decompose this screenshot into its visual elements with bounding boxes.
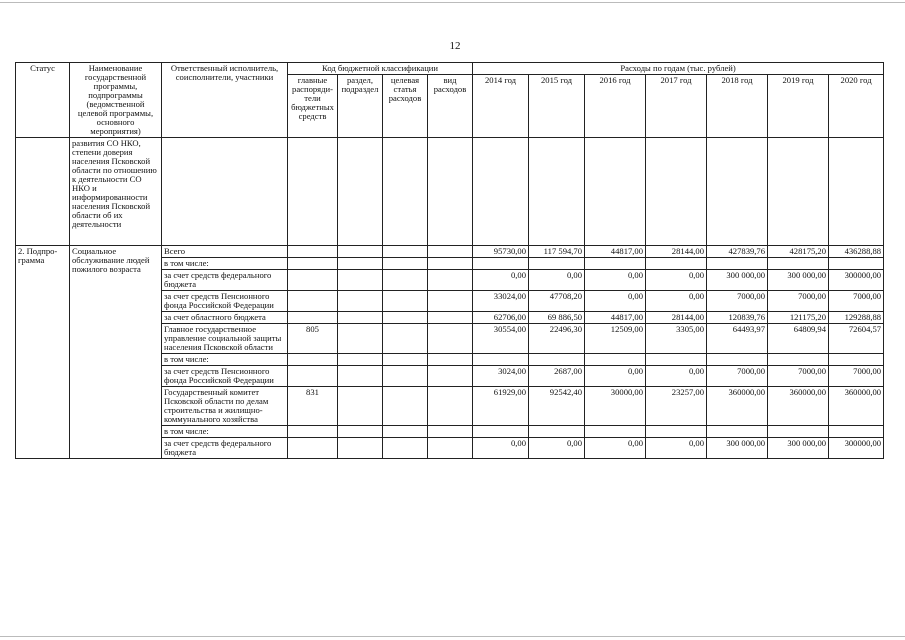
cell-value: 0,00 — [646, 270, 707, 291]
cell-value — [829, 258, 884, 270]
cell-value: 7000,00 — [768, 366, 829, 387]
cell-value: 72604,57 — [829, 324, 884, 354]
header-status: Статус — [16, 63, 70, 138]
header-budget-code: Код бюджетной классификации — [288, 63, 473, 75]
table-row — [16, 246, 884, 258]
cell-value — [529, 426, 585, 438]
header-name: Наименование государственной программы, подпрограммы (ведомственной целевой программы, основного мероприятия) — [70, 63, 162, 138]
row-label: в том числе: — [162, 354, 288, 366]
row-grbs — [288, 438, 338, 459]
row-grbs — [288, 291, 338, 312]
header-responsible: Ответственный исполнитель, соисполнители, участники — [162, 63, 288, 138]
cell-value: 62706,00 — [473, 312, 529, 324]
cell-value: 47708,20 — [529, 291, 585, 312]
budget-table — [15, 62, 884, 459]
cell-value — [529, 258, 585, 270]
cell-value — [585, 258, 646, 270]
header-expense-type: вид расходов — [428, 75, 473, 138]
row-grbs: 805 — [288, 324, 338, 354]
subprogram-status: 2. Подпро-грамма — [16, 246, 70, 459]
cell-value: 28144,00 — [646, 246, 707, 258]
row-grbs — [288, 366, 338, 387]
cell-value: 0,00 — [585, 291, 646, 312]
row-grbs — [288, 270, 338, 291]
cell-value: 61929,00 — [473, 387, 529, 426]
cell-value: 300000,00 — [829, 438, 884, 459]
cell-value — [829, 426, 884, 438]
cell-value: 0,00 — [529, 438, 585, 459]
row-label: за счет средств Пенсионного фонда Российской Федерации — [162, 291, 288, 312]
row-label: за счет областного бюджета — [162, 312, 288, 324]
cell-value: 428175,20 — [768, 246, 829, 258]
cell-value: 2687,00 — [529, 366, 585, 387]
cell-value: 23257,00 — [646, 387, 707, 426]
row-grbs — [288, 312, 338, 324]
cell-value: 44817,00 — [585, 246, 646, 258]
cell-value: 0,00 — [473, 438, 529, 459]
cell-value: 64809,94 — [768, 324, 829, 354]
header-year: 2016 год — [585, 75, 646, 138]
row-label: Государственный комитет Псковской области по делам строительства и жилищно-коммунального хозяйства — [162, 387, 288, 426]
cell-value — [473, 426, 529, 438]
cell-value — [646, 426, 707, 438]
cell-value — [473, 354, 529, 366]
cell-value: 427839,76 — [707, 246, 768, 258]
header-section: раздел, подраздел — [338, 75, 383, 138]
cell-value: 7000,00 — [768, 291, 829, 312]
row-label: Главное государственное управление социальной защиты населения Псковской области — [162, 324, 288, 354]
page-number: 12 — [449, 40, 461, 52]
cell-value: 7000,00 — [829, 291, 884, 312]
cell-value: 12509,00 — [585, 324, 646, 354]
cell-value: 0,00 — [646, 366, 707, 387]
cell-value: 0,00 — [585, 438, 646, 459]
cell-value: 3305,00 — [646, 324, 707, 354]
cell-value — [768, 426, 829, 438]
header-year: 2018 год — [707, 75, 768, 138]
cell-value: 30554,00 — [473, 324, 529, 354]
header-year: 2014 год — [473, 75, 529, 138]
cell-value: 0,00 — [529, 270, 585, 291]
header-year: 2017 год — [646, 75, 707, 138]
header-grbs: главные распоряди-тели бюджетных средств — [288, 75, 338, 138]
cell-value: 129288,88 — [829, 312, 884, 324]
cell-value: 117 594,70 — [529, 246, 585, 258]
cell-value — [768, 258, 829, 270]
cell-value: 300 000,00 — [707, 438, 768, 459]
cell-value — [585, 426, 646, 438]
cell-value: 7000,00 — [707, 291, 768, 312]
cell-value: 360000,00 — [829, 387, 884, 426]
cell-value: 95730,00 — [473, 246, 529, 258]
cell-value — [529, 354, 585, 366]
cell-value — [768, 354, 829, 366]
cell-value: 0,00 — [585, 270, 646, 291]
cell-value: 28144,00 — [646, 312, 707, 324]
scan-edge-bottom — [0, 636, 905, 637]
cell-value: 0,00 — [646, 438, 707, 459]
continuation-row — [16, 138, 884, 246]
scan-edge-top — [0, 2, 905, 3]
header-target: целевая статья расходов — [383, 75, 428, 138]
cell-value: 0,00 — [646, 291, 707, 312]
cell-value: 7000,00 — [707, 366, 768, 387]
row-label: Всего — [162, 246, 288, 258]
cell-value — [646, 354, 707, 366]
row-label: за счет средств федерального бюджета — [162, 438, 288, 459]
cell-value: 360000,00 — [768, 387, 829, 426]
cell-value: 22496,30 — [529, 324, 585, 354]
cell-value: 3024,00 — [473, 366, 529, 387]
cell-value: 64493,97 — [707, 324, 768, 354]
row-label: в том числе: — [162, 258, 288, 270]
row-label: за счет средств федерального бюджета — [162, 270, 288, 291]
header-year: 2020 год — [829, 75, 884, 138]
cell-value: 300 000,00 — [768, 438, 829, 459]
subprogram-name: Социальное обслуживание людей пожилого возраста — [70, 246, 162, 459]
cell-value: 300 000,00 — [768, 270, 829, 291]
cell-value: 360000,00 — [707, 387, 768, 426]
continuation-name: развития СО НКО, степени доверия населения Псковской области по отношению к деятельности СО НКО и информированности населения Псковской области об их деятельности — [70, 138, 162, 246]
cell-value — [646, 258, 707, 270]
cell-value: 300000,00 — [829, 270, 884, 291]
cell-value: 33024,00 — [473, 291, 529, 312]
cell-value: 300 000,00 — [707, 270, 768, 291]
cell-value: 7000,00 — [829, 366, 884, 387]
row-grbs — [288, 258, 338, 270]
row-grbs: 831 — [288, 387, 338, 426]
cell-value: 30000,00 — [585, 387, 646, 426]
cell-value: 0,00 — [585, 366, 646, 387]
row-grbs — [288, 354, 338, 366]
cell-value: 69 886,50 — [529, 312, 585, 324]
header-year: 2015 год — [529, 75, 585, 138]
cell-value — [829, 354, 884, 366]
cell-value — [585, 354, 646, 366]
cell-value: 92542,40 — [529, 387, 585, 426]
cell-value: 120839,76 — [707, 312, 768, 324]
cell-value: 436288,88 — [829, 246, 884, 258]
cell-value: 44817,00 — [585, 312, 646, 324]
header-year: 2019 год — [768, 75, 829, 138]
row-label: за счет средств Пенсионного фонда Российской Федерации — [162, 366, 288, 387]
cell-value — [707, 258, 768, 270]
cell-value — [473, 258, 529, 270]
cell-value: 0,00 — [473, 270, 529, 291]
row-grbs — [288, 426, 338, 438]
header-expenses: Расходы по годам (тыс. рублей) — [473, 63, 884, 75]
row-grbs — [288, 246, 338, 258]
cell-value — [707, 354, 768, 366]
cell-value — [707, 426, 768, 438]
cell-value: 121175,20 — [768, 312, 829, 324]
row-label: в том числе: — [162, 426, 288, 438]
